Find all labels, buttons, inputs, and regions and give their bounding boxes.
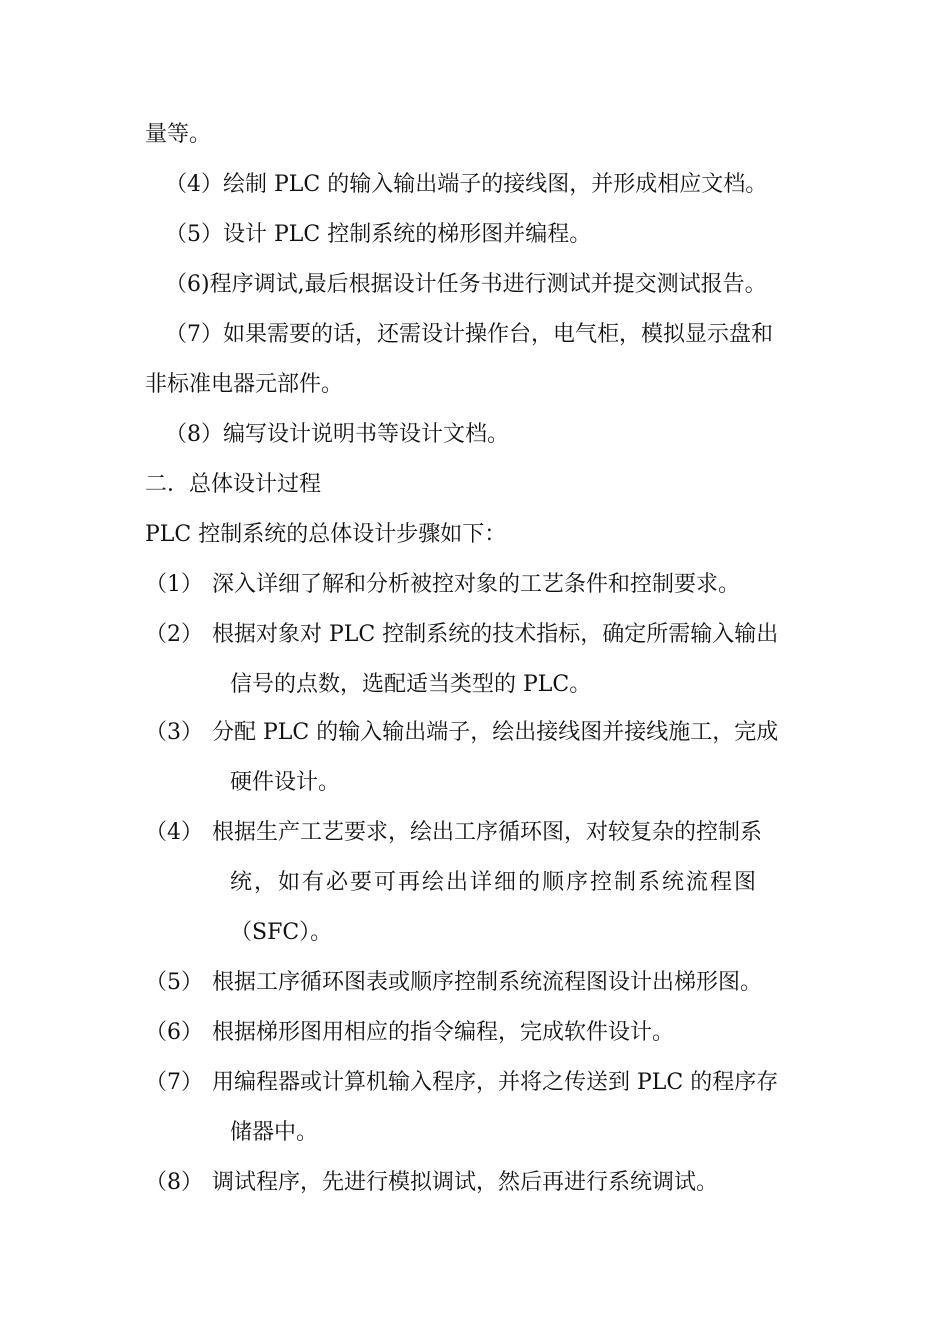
step-b-4-text: 根据生产工艺要求，绘出工序循环图，对较复杂的控制系 — [212, 820, 763, 845]
step-b-6-number: （6） — [145, 1020, 203, 1045]
step-b-8-number: （8） — [145, 1170, 203, 1195]
step-b-2-number: （2） — [145, 622, 203, 647]
step-a-7-cont: 非标准电器元部件。 — [145, 372, 344, 397]
step-b-5-number: （5） — [145, 970, 203, 995]
step-b-3-number: （3） — [145, 720, 203, 745]
step-b-8-text: 调试程序，先进行模拟调试，然后再进行系统调试。 — [212, 1170, 719, 1195]
step-b-7-number: （7） — [145, 1070, 203, 1095]
section-heading: 二．总体设计过程 — [145, 472, 322, 497]
section-intro: PLC 控制系统的总体设计步骤如下： — [145, 522, 507, 547]
step-b-4-cont-2: （SFC）。 — [230, 920, 333, 945]
step-b-2-text: 根据对象对 PLC 控制系统的技术指标，确定所需输入输出 — [212, 622, 779, 647]
step-a-8: （8）编写设计说明书等设计文档。 — [165, 422, 509, 447]
intro-tail: 量等。 — [145, 122, 212, 147]
step-b-4-number: （4） — [145, 820, 203, 845]
step-b-2-cont: 信号的点数，选配适当类型的 PLC。 — [230, 672, 592, 697]
step-b-7-cont: 储器中。 — [230, 1120, 319, 1145]
step-b-3-cont: 硬件设计。 — [230, 770, 341, 795]
step-b-5-text: 根据工序循环图表或顺序控制系统流程图设计出梯形图。 — [212, 970, 763, 995]
step-b-1-text: 深入详细了解和分析被控对象的工艺条件和控制要求。 — [212, 572, 741, 597]
step-a-5: （5）设计 PLC 控制系统的梯形图并编程。 — [165, 222, 592, 247]
step-b-6-text: 根据梯形图用相应的指令编程，完成软件设计。 — [212, 1020, 675, 1045]
step-b-3-text: 分配 PLC 的输入输出端子，绘出接线图并接线施工，完成 — [212, 720, 779, 745]
step-a-4: （4）绘制 PLC 的输入输出端子的接线图，并形成相应文档。 — [165, 172, 768, 197]
step-b-1-number: （1） — [145, 572, 203, 597]
step-a-7: （7）如果需要的话，还需设计操作台，电气柜，模拟显示盘和 — [165, 322, 773, 347]
step-b-4-cont-1: 统，如有必要可再绘出详细的顺序控制系统流程图 — [230, 870, 759, 895]
step-a-6: （6)程序调试,最后根据设计任务书进行测试并提交测试报告。 — [165, 272, 767, 297]
step-b-7-text: 用编程器或计算机输入程序，并将之传送到 PLC 的程序存 — [212, 1070, 779, 1095]
